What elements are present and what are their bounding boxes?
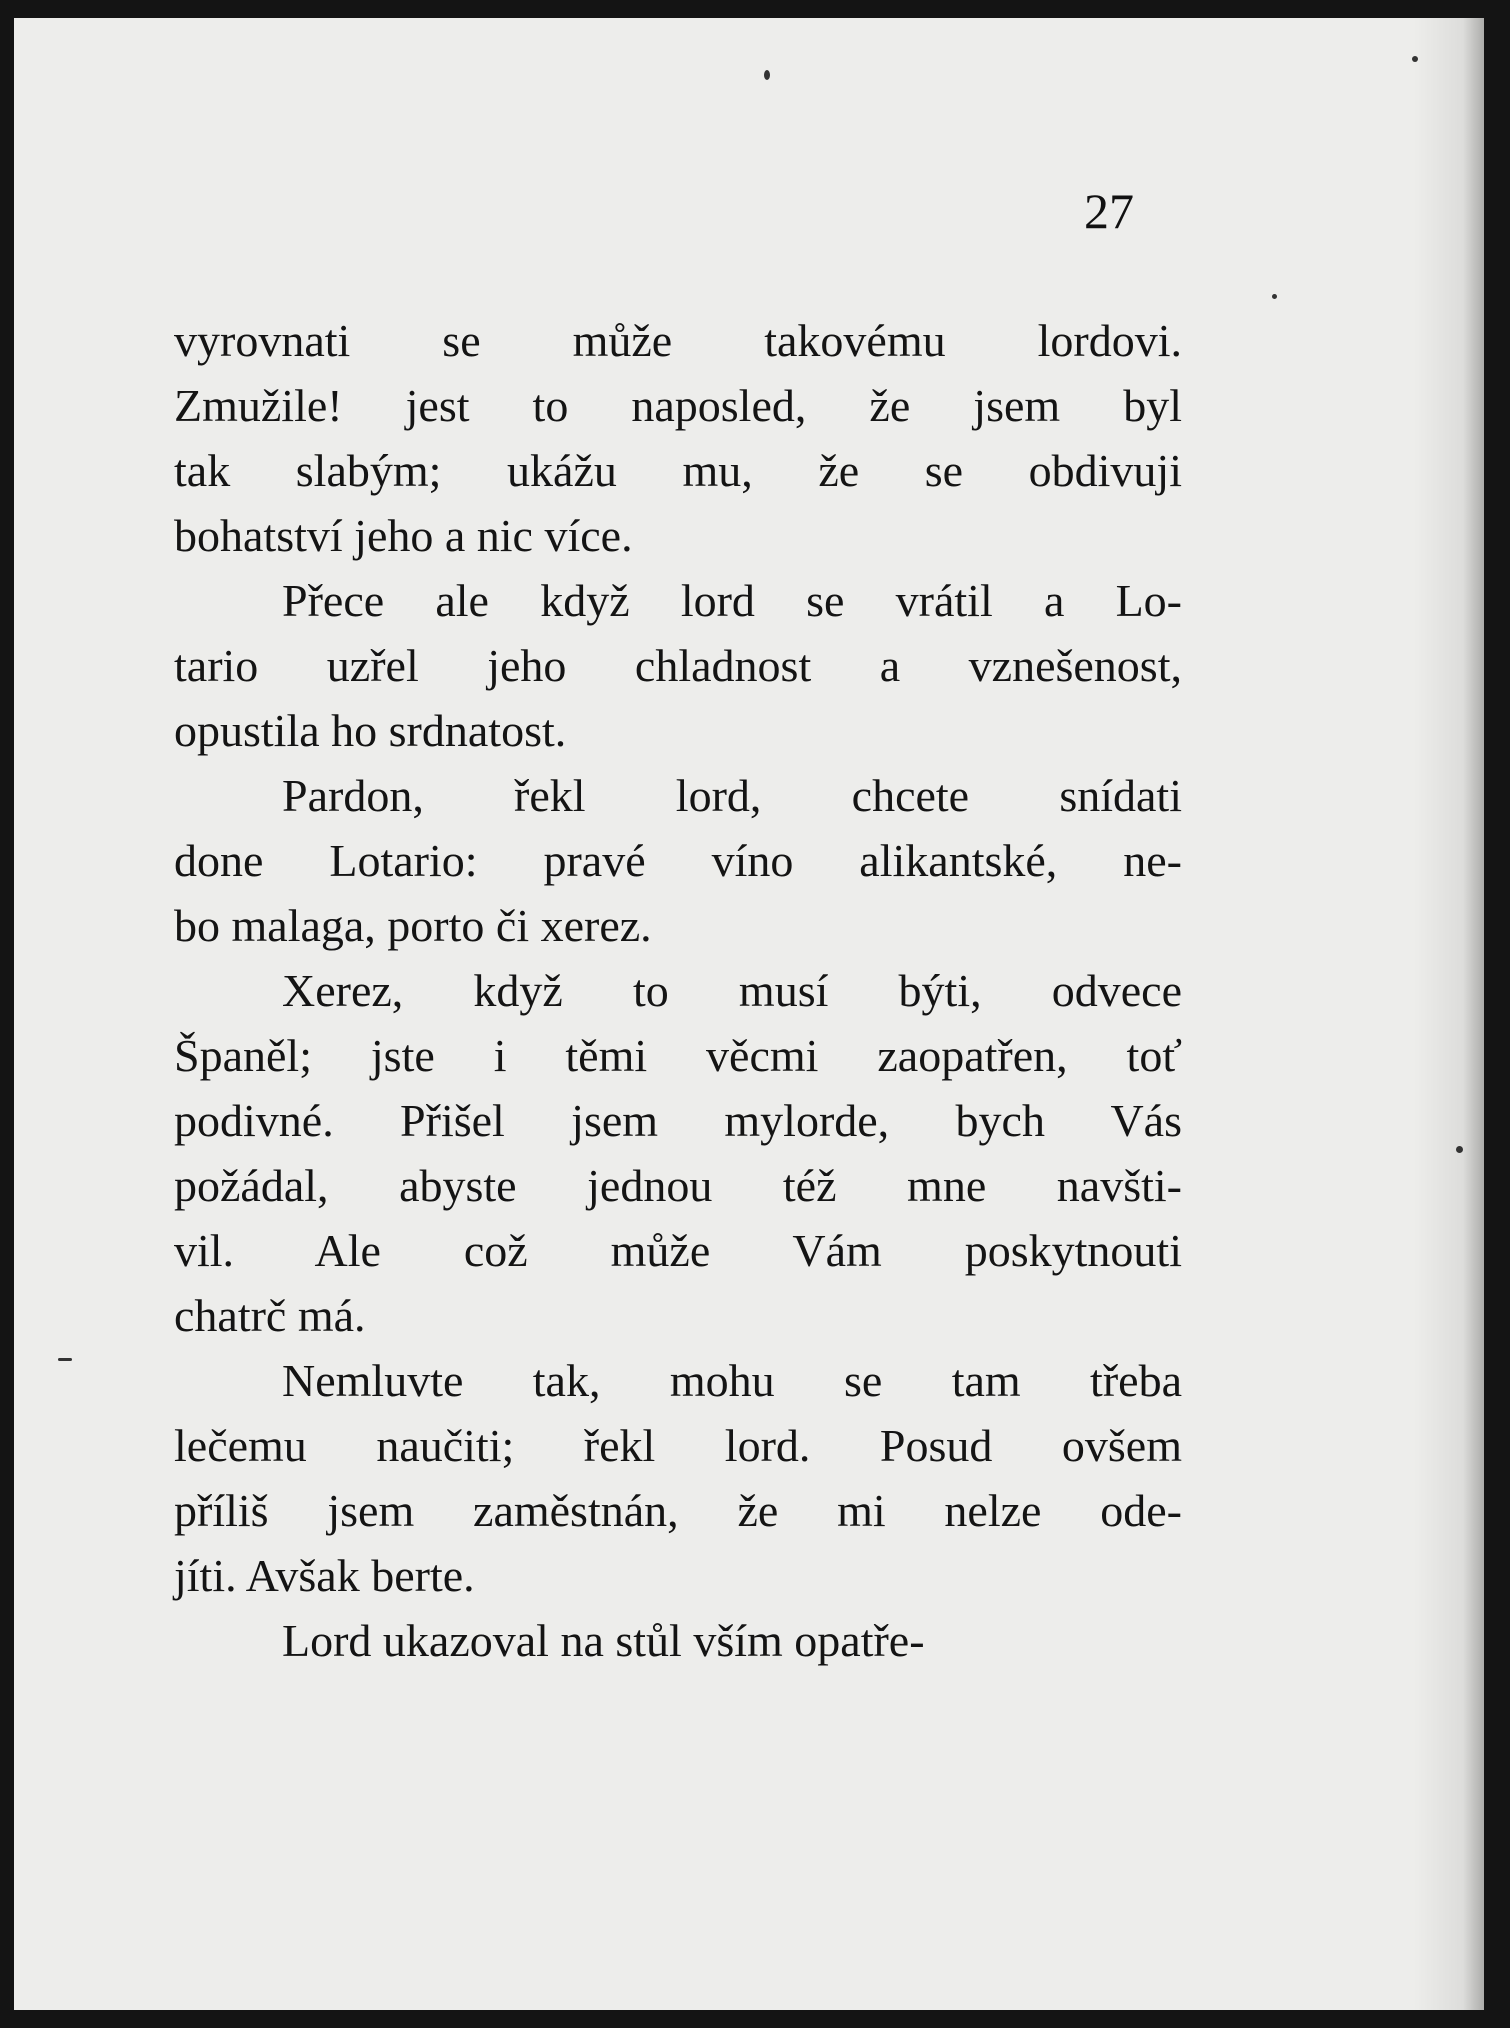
dust-speck xyxy=(58,1358,72,1361)
dust-speck xyxy=(1456,1146,1463,1153)
text-line: tak slabým; ukážu mu, že se obdivuji xyxy=(174,445,1182,496)
text-line: opustila ho srdnatost. xyxy=(174,705,567,756)
text-line: jíti. Avšak berte. xyxy=(174,1550,475,1601)
text-line: Zmužile! jest to naposled, že jsem byl xyxy=(174,380,1182,431)
text-line: vil. Ale což může Vám poskytnouti xyxy=(174,1225,1182,1276)
text-line: Nemluvte tak, mohu se tam třeba xyxy=(282,1355,1182,1406)
text-line: Pardon, řekl lord, chcete snídati xyxy=(282,770,1182,821)
page-number: 27 xyxy=(1084,183,1134,239)
book-page xyxy=(14,18,1484,2010)
text-line: podivné. Přišel jsem mylorde, bych Vás xyxy=(174,1095,1182,1146)
text-line: lečemu naučiti; řekl lord. Posud ovšem xyxy=(174,1420,1182,1471)
body-text xyxy=(174,308,1182,1673)
text-line: vyrovnati se může takovému lordovi. xyxy=(174,315,1182,366)
text-line: bohatství jeho a nic více. xyxy=(174,510,633,561)
text-line: Xerez, když to musí býti, odvece xyxy=(282,965,1182,1016)
text-line: Lord ukazoval na stůl vším opatře- xyxy=(282,1615,925,1666)
text-line: požádal, abyste jednou též mne navšti- xyxy=(174,1160,1182,1211)
text-line: bo malaga, porto či xerez. xyxy=(174,900,652,951)
dust-speck xyxy=(1272,294,1277,299)
text-line: done Lotario: pravé víno alikantské, ne- xyxy=(174,835,1182,886)
text-line: příliš jsem zaměstnán, že mi nelze ode- xyxy=(174,1485,1182,1536)
page-edge-shadow xyxy=(1414,18,1484,2010)
dust-speck xyxy=(1412,56,1418,62)
text-line: chatrč má. xyxy=(174,1290,366,1341)
text-line: Přece ale když lord se vrátil a Lo- xyxy=(282,575,1182,626)
text-line: Španěl; jste i těmi věcmi zaopatřen, toť xyxy=(174,1030,1182,1081)
text-line: tario uzřel jeho chladnost a vznešenost, xyxy=(174,640,1182,691)
dust-speck xyxy=(764,70,770,80)
